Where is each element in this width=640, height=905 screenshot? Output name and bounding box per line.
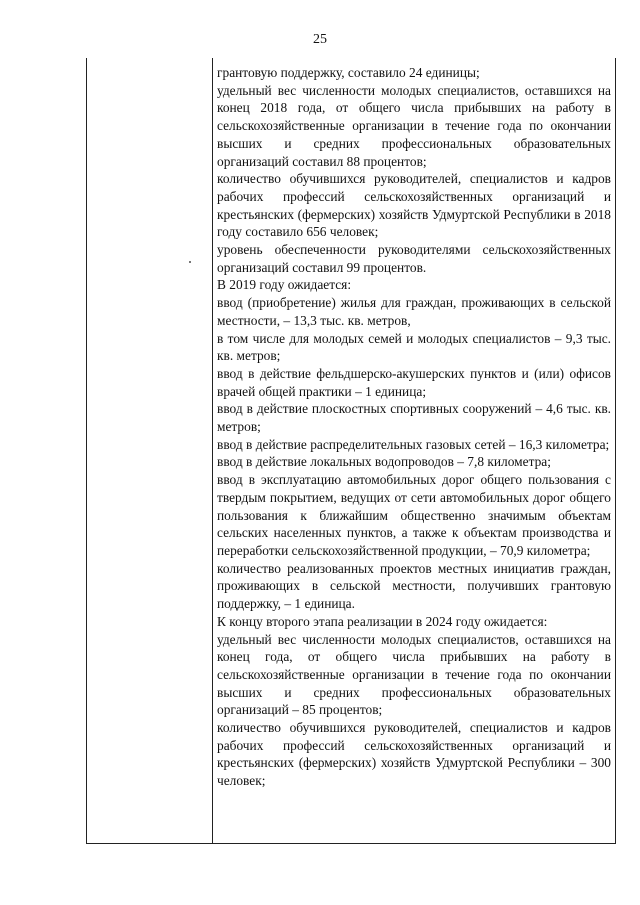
paragraph: ввод (приобретение) жилья для граждан, проживающих в сельской местности, – 13,3 тыс. кв. метров, (217, 295, 611, 328)
paragraph: ввод в эксплуатацию автомобильных дорог общего пользования с твердым покрытием, ведущих от сети автомобильных дорог общего пользования к ближайшим общественно значимым объектам сельских населенных пунктов, а также к объектам производства и переработки сельскохозяйственной продукции, – 70,9 километра; (217, 472, 611, 558)
paragraph: ввод в действие распределительных газовых сетей – 16,3 километра; (217, 436, 610, 452)
scan-artifact (189, 261, 191, 263)
paragraph: уровень обеспеченности руководителями сельскохозяйственных организаций составил 99 процентов. (217, 242, 611, 275)
paragraph: К концу второго этапа реализации в 2024 году ожидается: (217, 613, 548, 629)
document-table (86, 58, 616, 844)
paragraph: количество реализованных проектов местных инициатив граждан, проживающих в сельской местности, получивших грантовую поддержку, – 1 единица. (217, 560, 611, 612)
paragraph: ввод в действие фельдшерско-акушерских пунктов и (или) офисов врачей общей практики – 1 единица; (217, 365, 611, 399)
paragraph: грантовую поддержку, составило 24 единицы; (217, 65, 480, 80)
paragraph: в том числе для молодых семей и молодых специалистов – 9,3 тыс. кв. метров; (217, 330, 611, 364)
paragraph: ввод в действие плоскостных спортивных сооружений – 4,6 тыс. кв. метров; (217, 401, 611, 435)
paragraph: количество обучившихся руководителей, специалистов и кадров рабочих профессий сельскохозяйственных организаций и крестьянских (фермерских) хозяйств Удмуртской Республики в 2018 году составило 656 человек; (217, 171, 611, 240)
column-divider (212, 58, 213, 843)
paragraph: ввод в действие локальных водопроводов – 7,8 километра; (217, 454, 551, 470)
table-content-cell (217, 64, 611, 790)
paragraph: удельный вес численности молодых специалистов, оставшихся на конец года, от общего числа прибывших на работу в сельскохозяйственные организации в течение года по окончании высших и средних профессиональных образовательных организаций – 85 процентов; (217, 631, 611, 718)
page-number: 25 (313, 32, 327, 47)
paragraph: удельный вес численности молодых специалистов, оставшихся на конец 2018 года, от общего числа прибывших на работу в сельскохозяйственные организации в течение года по окончании высших и средних профессиональных образовательных организаций составил 88 процентов; (217, 82, 611, 169)
paragraph: количество обучившихся руководителей, специалистов и кадров рабочих профессий сельскохозяйственных организаций и крестьянских (фермерских) хозяйств Удмуртской Республики – 300 человек; (217, 720, 611, 789)
paragraph: В 2019 году ожидается: (217, 277, 352, 293)
